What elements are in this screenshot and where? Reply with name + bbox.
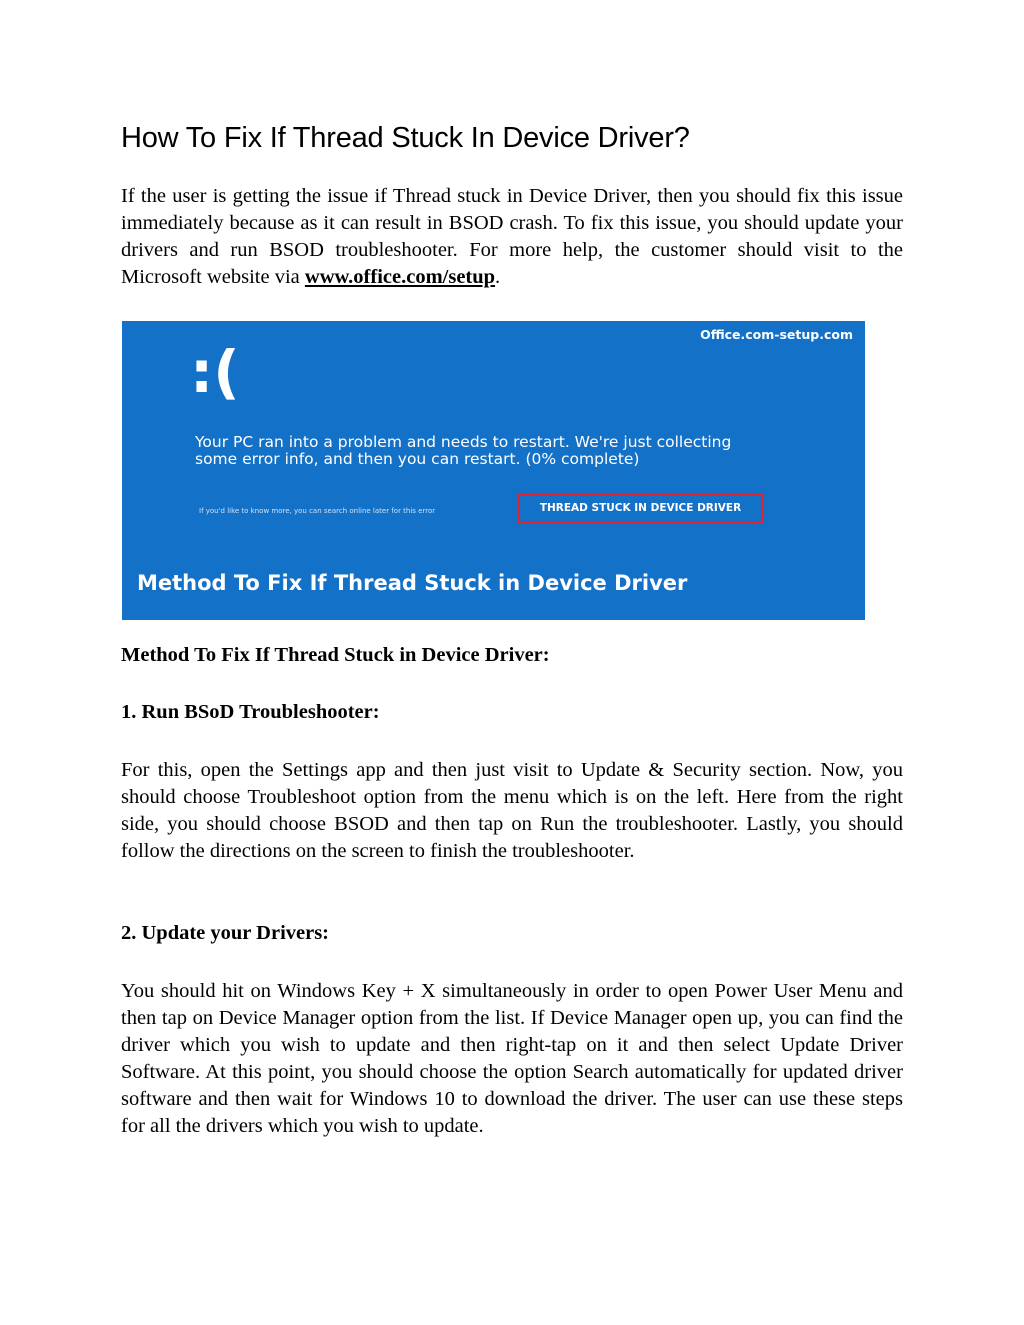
step2-paragraph: You should hit on Windows Key + X simultaneously in order to open Power User Menu and then tap on Device Manager option from the list. If Device Manager open up, you can find the driver which you wish to update and then right-tap on it and then select Update Driver Software. At this point, you should choose the option Search automatically for updated driver software and then wait for Windows 10 to download the driver. The user can use these steps for all the drivers which you wish to update. bbox=[121, 980, 903, 1137]
intro-text: If the user is getting the issue if Thread stuck in Device Driver, then you should fix this issue immediately because as it can result in BSOD crash. To fix this issue, you should update your drivers and run BSOD troubleshooter. For more help, the customer should visit to the Microsoft website via bbox=[121, 185, 903, 288]
bsod-small-text: If you'd like to know more, you can search online later for this error bbox=[199, 507, 436, 515]
page-title: How To Fix If Thread Stuck In Device Driver? bbox=[121, 122, 690, 154]
intro-paragraph bbox=[121, 183, 903, 291]
intro-end: . bbox=[495, 266, 501, 288]
stop-code-highlight: THREAD STUCK IN DEVICE DRIVER bbox=[518, 493, 763, 523]
step1-heading: 1. Run BSoD Troubleshooter: bbox=[121, 701, 380, 723]
method-heading: Method To Fix If Thread Stuck in Device Driver: bbox=[121, 644, 550, 666]
image-caption: Method To Fix If Thread Stuck in Device Driver bbox=[137, 571, 688, 595]
step1-paragraph: For this, open the Settings app and then just visit to Update & Security section. Now, you should choose Troubleshoot option from the menu which is on the left. Here from the right side, you should choose BSOD and then tap on Run the troubleshooter. Lastly, you should follow the directions on the screen to finish the troubleshooter. bbox=[121, 759, 903, 862]
image-brand-watermark: Office.com-setup.com bbox=[700, 327, 853, 342]
bsod-message: Your PC ran into a problem and needs to restart. We're just collecting some error info, and then you can restart. (0% complete) bbox=[195, 433, 732, 468]
step2-heading: 2. Update your Drivers: bbox=[121, 922, 330, 944]
bsod-image bbox=[122, 321, 865, 620]
sad-face-icon: :( bbox=[190, 338, 240, 406]
office-setup-link[interactable]: www.office.com/setup bbox=[304, 266, 496, 288]
